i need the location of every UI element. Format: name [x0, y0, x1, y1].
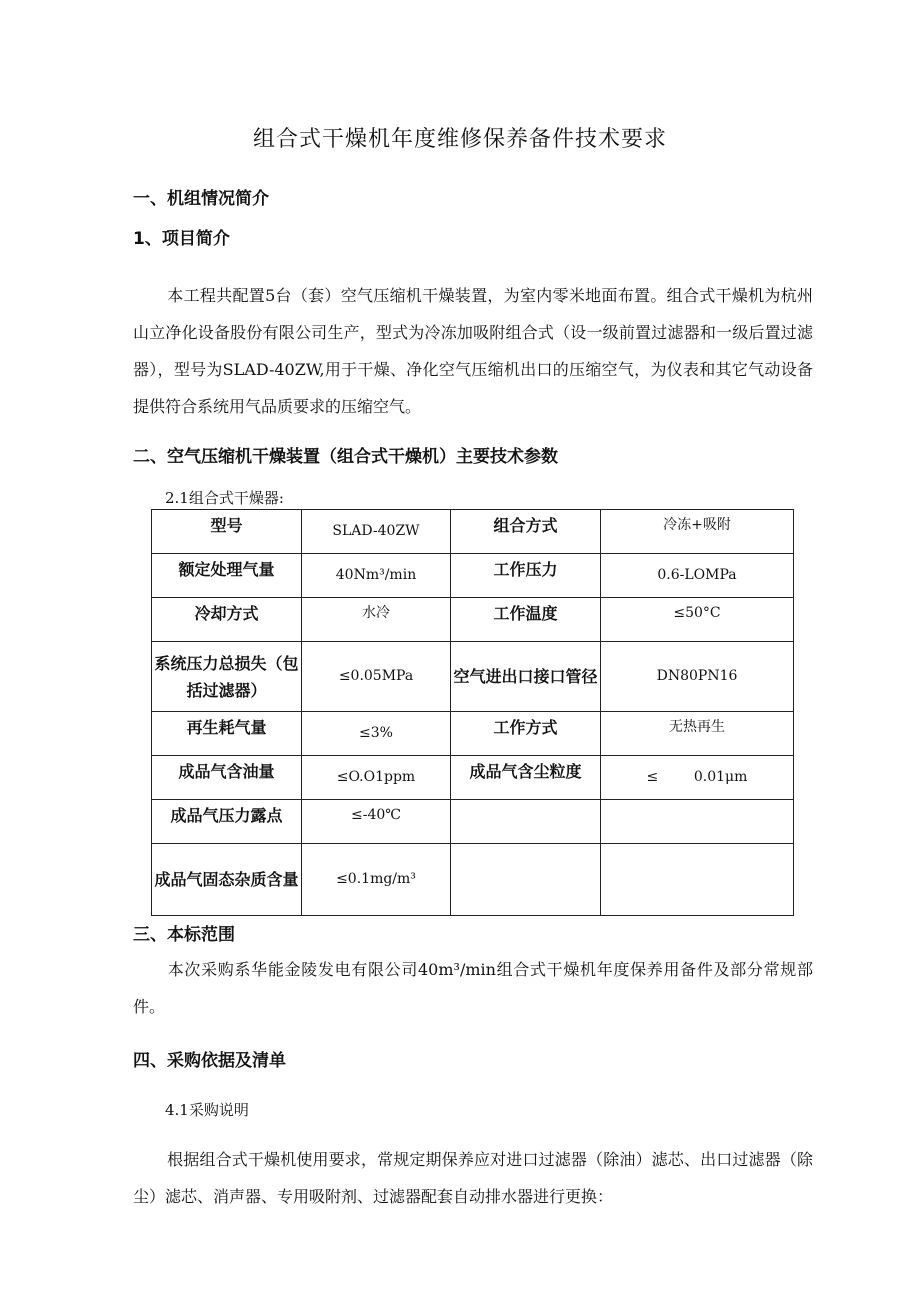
section-1-paragraph — [133, 277, 813, 425]
param-label: 组合方式 — [451, 510, 601, 554]
param-value: 0.6-LOMPa — [601, 554, 794, 598]
param-value: 40Nm³/min — [302, 554, 451, 598]
param-label: 成品气含油量 — [152, 756, 302, 800]
param-value: 无热再生 — [601, 712, 794, 756]
section-1-heading: 一、机组情况简介 — [133, 189, 269, 209]
section-3-paragraph-text: 本次采购系华能金陵发电有限公司40m³/min组合式干燥机年度保养用备件及部分常规部件。 — [133, 960, 813, 1016]
param-value: ≤-40℃ — [302, 800, 451, 844]
section-2-heading: 二、空气压缩机干燥装置（组合式干燥机）主要技术参数 — [133, 447, 558, 467]
param-value: 冷冻+吸附 — [601, 510, 794, 554]
param-value: ≤0.05MPa — [302, 642, 451, 712]
param-label: 成品气压力露点 — [152, 800, 302, 844]
param-label — [451, 800, 601, 844]
param-value — [601, 800, 794, 844]
section-1-subheading: 1、项目简介 — [133, 229, 230, 249]
section-3-paragraph — [133, 951, 813, 1025]
table-row — [152, 844, 794, 916]
table-row — [152, 642, 794, 712]
param-value: ≤O.O1ppm — [302, 756, 451, 800]
param-label: 冷却方式 — [152, 598, 302, 642]
section-1-paragraph-text: 本工程共配置5台（套）空气压缩机干燥装置，为室内零米地面布置。组合式干燥机为杭州山立净化设备股份有限公司生产，型式为冷冻加吸附组合式（设一级前置过滤器和一级后置过滤器），型号为SLAD-40ZW,用于干燥、净化空气压缩机出口的压缩空气，为仪表和其它气动设备提供符合系统用气品质要求的压缩空气。 — [133, 286, 813, 416]
param-label: 型号 — [152, 510, 302, 554]
table-row — [152, 554, 794, 598]
table-row — [152, 800, 794, 844]
param-value — [601, 844, 794, 916]
param-label: 成品气含尘粒度 — [451, 756, 601, 800]
param-label: 系统压力总损失（包括过滤器） — [152, 642, 302, 712]
section-4-paragraph — [133, 1141, 813, 1215]
table-row — [152, 510, 794, 554]
document-title: 组合式干燥机年度维修保养备件技术要求 — [252, 127, 667, 152]
param-value: DN80PN16 — [601, 642, 794, 712]
param-value: ≤50°C — [601, 598, 794, 642]
table-row — [152, 756, 794, 800]
param-label: 工作温度 — [451, 598, 601, 642]
section-3-heading: 三、本标范围 — [133, 925, 235, 945]
section-4-paragraph-text: 根据组合式干燥机使用要求，常规定期保养应对进口过滤器（除油）滤芯、出口过滤器（除尘）滤芯、消声器、专用吸附剂、过滤器配套自动排水器进行更换： — [133, 1150, 813, 1206]
technical-parameter-table — [151, 509, 794, 916]
param-value: ≤ 0.01μm — [601, 756, 794, 800]
param-label: 工作方式 — [451, 712, 601, 756]
param-label: 空气进出口接口管径 — [451, 642, 601, 712]
param-value: ≤3% — [302, 712, 451, 756]
table-caption: 2.1组合式干燥器: — [165, 489, 284, 507]
param-label — [451, 844, 601, 916]
table-row — [152, 712, 794, 756]
param-value: ≤0.1mg/m³ — [302, 844, 451, 916]
param-label: 成品气固态杂质含量 — [152, 844, 302, 916]
section-4-heading: 四、采购依据及清单 — [133, 1051, 286, 1071]
param-label: 额定处理气量 — [152, 554, 302, 598]
param-value: 水冷 — [302, 598, 451, 642]
param-value: SLAD-40ZW — [302, 510, 451, 554]
param-label: 工作压力 — [451, 554, 601, 598]
section-4-subheading: 4.1采购说明 — [165, 1101, 249, 1119]
table-row — [152, 598, 794, 642]
param-label: 再生耗气量 — [152, 712, 302, 756]
